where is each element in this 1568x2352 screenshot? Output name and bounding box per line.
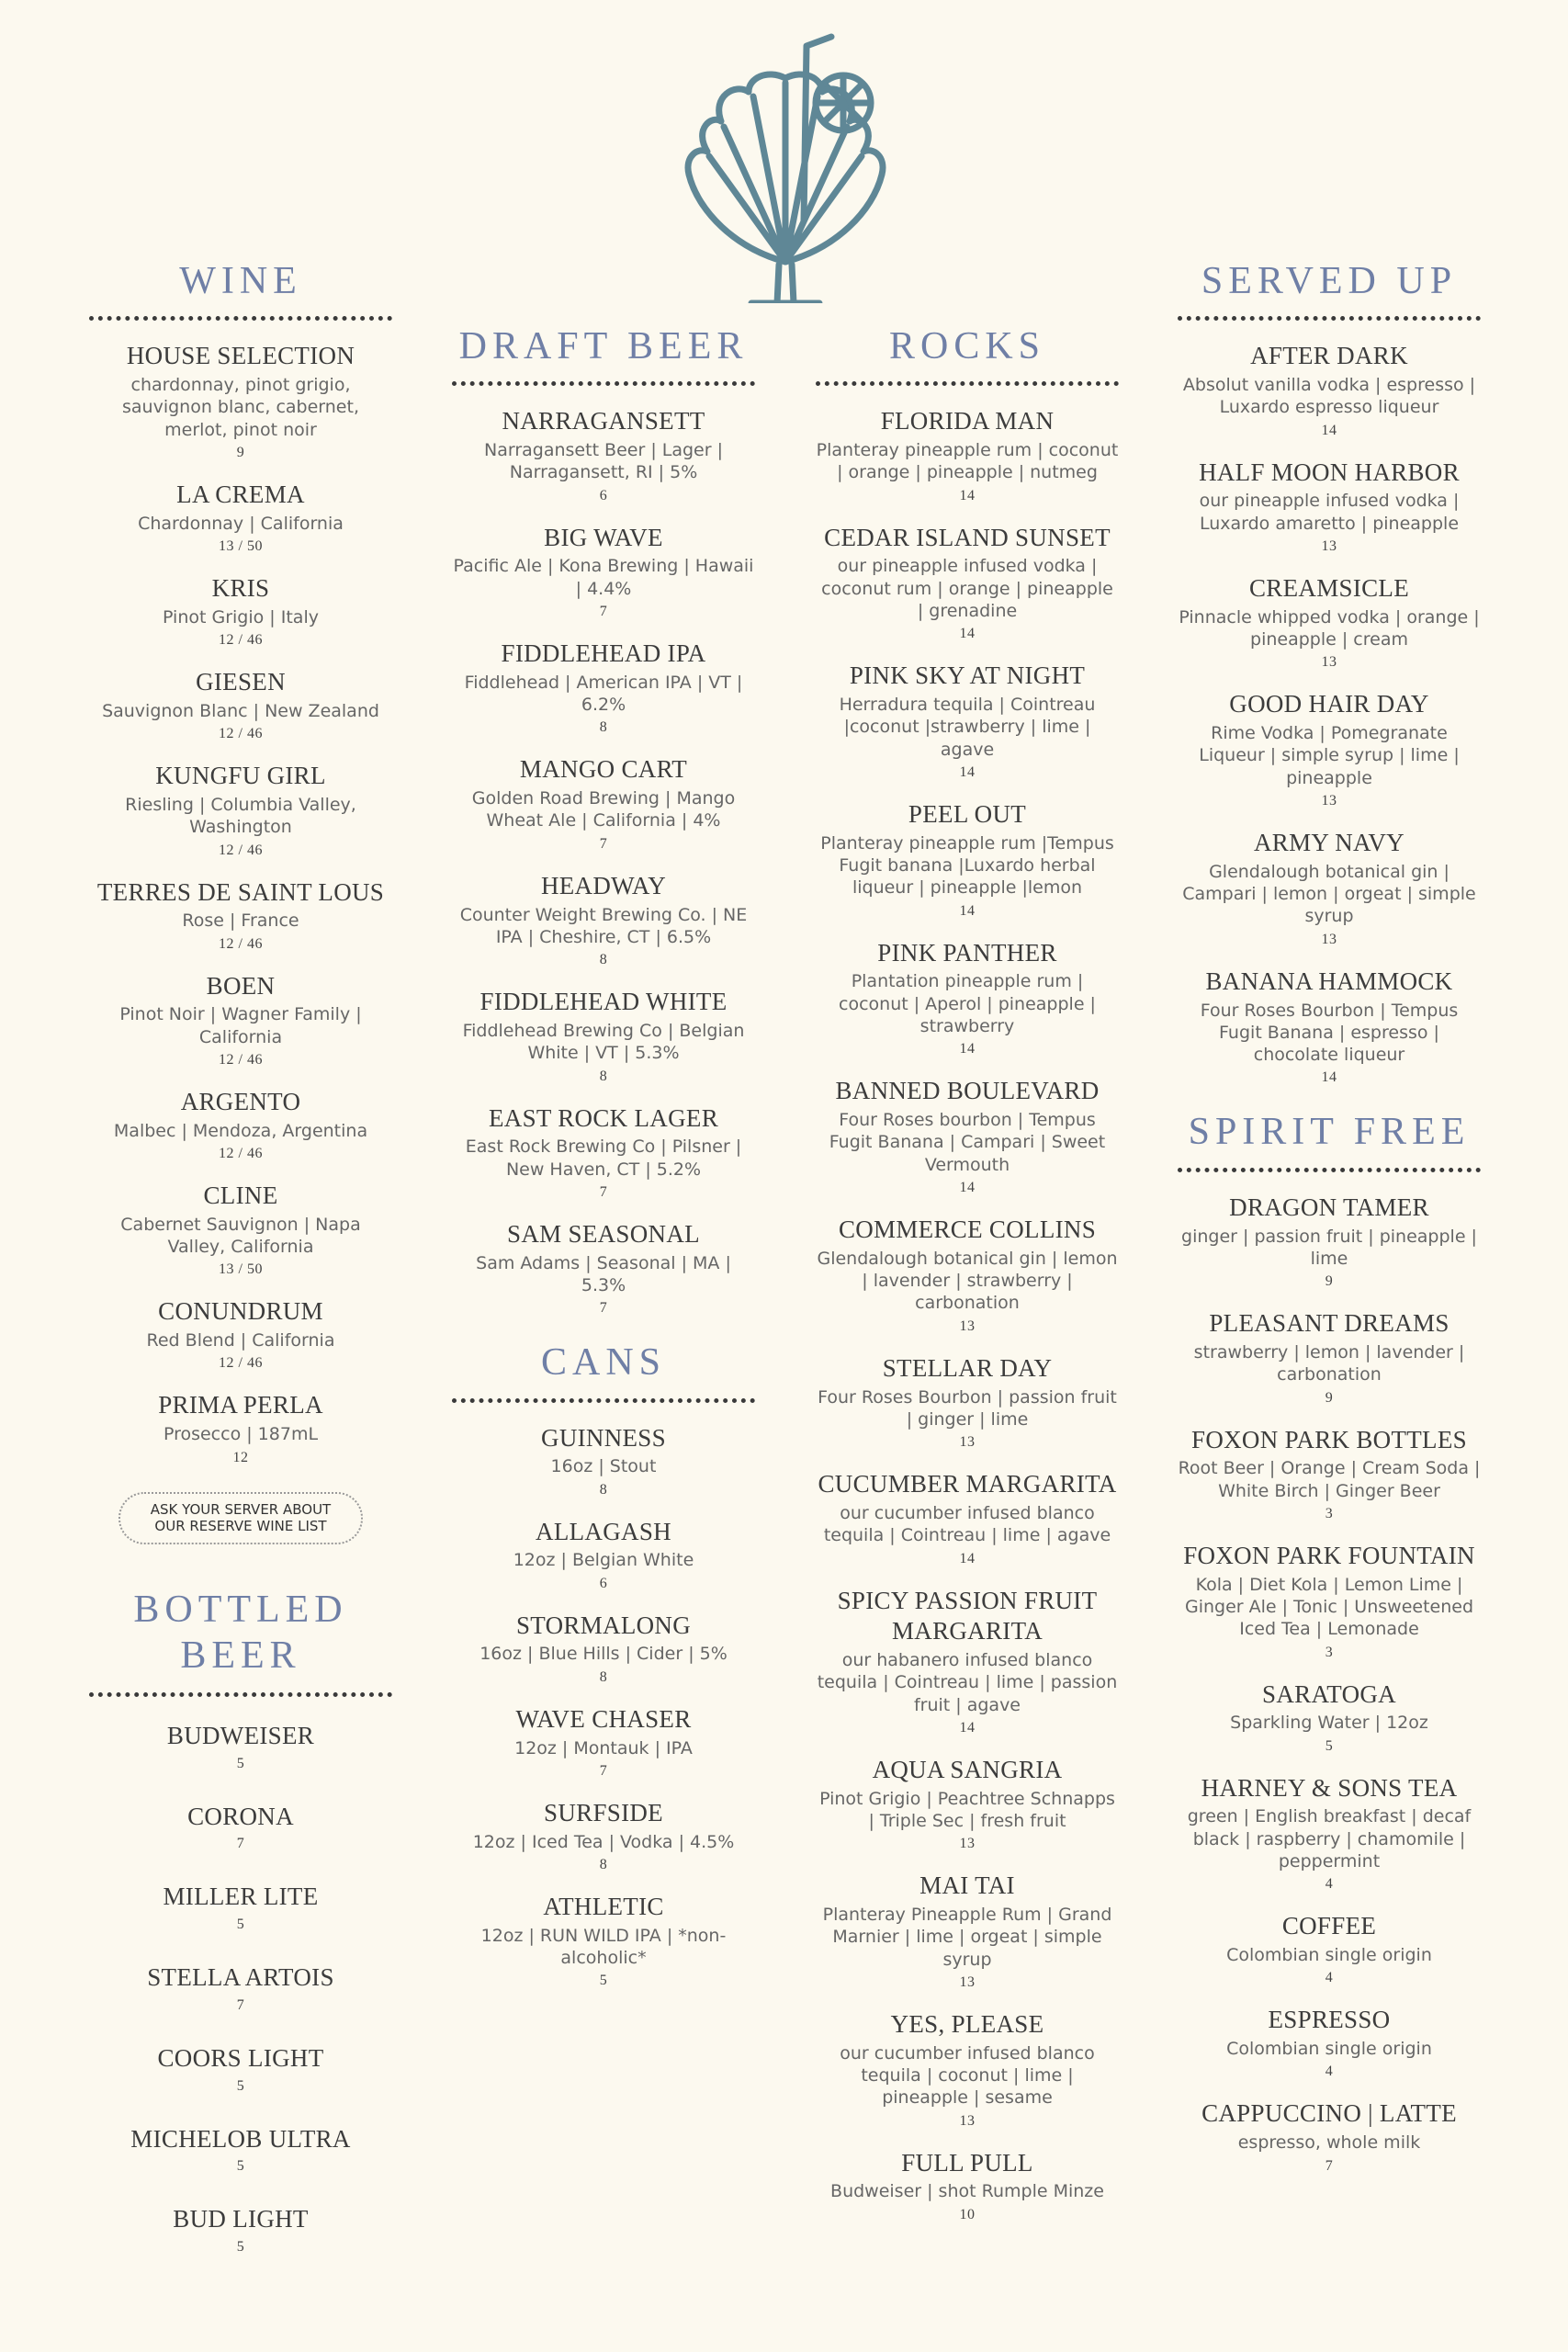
item-price: 12 / 46 [219, 1355, 263, 1372]
item-description: Four Roses bourbon | Tempus Fugit Banana | Campari | Sweet Vermouth [829, 1110, 1106, 1175]
item-description: Colombian single origin [1226, 2039, 1432, 2060]
item-description: Glendalough botanical gin | lemon | lavender | strawberry | carbonation [817, 1248, 1118, 1314]
item-price: 13 [1321, 654, 1337, 671]
item-name: TERRES DE SAINT LOUS [96, 877, 385, 906]
item-price: 6 [599, 487, 608, 503]
item-description: chardonnay, pinot grigio, sauvignon blanc, cabernet, merlot, pinot noir [121, 375, 359, 440]
item-price: 12 / 46 [219, 842, 263, 858]
item-name: CLINE [203, 1182, 278, 1210]
menu-item [1178, 1425, 1481, 1522]
item-price: 8 [599, 1668, 608, 1685]
item-name: AQUA SANGRIA [872, 1755, 1063, 1783]
item-description: Fiddlehead | American IPA | VT | 6.2% [464, 672, 743, 716]
menu-item [1178, 1911, 1481, 1986]
item-name: PINK SKY AT NIGHT [849, 662, 1086, 690]
item-name: SAM SEASONAL [507, 1219, 700, 1248]
menu-item [816, 1215, 1119, 1335]
wine-list [89, 321, 392, 1465]
served-up-section [1178, 259, 1481, 1086]
item-price: 14 [1321, 1069, 1337, 1086]
item-description: Chardonnay | California [138, 513, 344, 534]
item-description: Budweiser | shot Rumple Minze [830, 2181, 1104, 2202]
item-price: 9 [1325, 1273, 1334, 1290]
served-up-list [1178, 321, 1481, 1086]
item-description: Colombian single origin [1226, 1945, 1432, 1966]
menu-item [89, 1296, 392, 1372]
item-description: Planteray Pineapple Rum | Grand Marnier | lime | orgeat | simple syrup [822, 1905, 1112, 1970]
item-name: STELLAR DAY [882, 1353, 1053, 1382]
item-price: 9 [236, 444, 245, 460]
item-name: WAVE CHASER [515, 1704, 692, 1733]
item-description: Malbec | Mendoza, Argentina [113, 1120, 368, 1141]
item-price: 9 [1325, 1389, 1334, 1406]
item-name: AFTER DARK [1250, 342, 1408, 370]
item-description: Riesling | Columbia Valley, Washington [125, 794, 356, 838]
menu-item [816, 523, 1119, 643]
item-name: CONUNDRUM [158, 1297, 323, 1326]
menu-item [89, 761, 392, 858]
item-name: NARRAGANSETT [502, 407, 705, 435]
menu-item [89, 1882, 392, 1933]
menu-item [452, 871, 755, 968]
menu-item [1178, 2098, 1481, 2174]
item-name: FIDDLEHEAD WHITE [479, 988, 728, 1016]
item-price: 7 [599, 1300, 608, 1317]
item-description: our cucumber infused blanco tequila | Cointreau | lime | agave [823, 1502, 1111, 1546]
item-name: FULL PULL [901, 2148, 1033, 2177]
item-price: 13 [1321, 931, 1337, 947]
item-price: 14 [959, 1550, 976, 1566]
cans-section [452, 1340, 755, 1989]
item-name: DRAGON TAMER [1229, 1193, 1429, 1221]
item-description: 12oz | RUN WILD IPA | *non-alcoholic* [480, 1925, 727, 1968]
menu-item [816, 661, 1119, 781]
menu-item [1178, 458, 1481, 555]
menu-item [89, 1181, 392, 1278]
item-price: 6 [599, 1575, 608, 1591]
item-name: CREAMSICLE [1248, 574, 1410, 603]
item-price: 13 [959, 1434, 976, 1451]
menu-item [452, 1892, 755, 1989]
column-served-up [1178, 259, 1481, 2199]
item-name: CUCUMBER MARGARITA [818, 1470, 1117, 1498]
menu-item [1178, 2005, 1481, 2080]
menu-item [1178, 341, 1481, 438]
menu-item [89, 2124, 392, 2176]
column-beer [452, 324, 755, 2013]
item-price: 7 [236, 1836, 245, 1852]
item-name: MILLER LITE [163, 1883, 319, 1911]
item-price: 13 [959, 1317, 976, 1334]
menu-item [452, 523, 755, 620]
item-price: 3 [1325, 1644, 1334, 1660]
menu-item [89, 667, 392, 742]
item-description: our cucumber infused blanco tequila | coconut | lime | pineapple | sesame [840, 2042, 1095, 2109]
item-name: GIESEN [196, 668, 286, 696]
item-name: SURFSIDE [544, 1798, 663, 1826]
menu-item [89, 1390, 392, 1465]
item-description: 12oz | Belgian White [513, 1550, 694, 1571]
item-price: 5 [1325, 1737, 1334, 1754]
item-name: MICHELOB ULTRA [130, 2124, 351, 2153]
item-description: Golden Road Brewing | Mango Wheat Ale | California | 4% [471, 788, 736, 831]
item-name: GUINNESS [541, 1423, 666, 1452]
menu-item [816, 2009, 1119, 2130]
item-description: ginger | passion fruit | pineapple | lime [1181, 1226, 1477, 1269]
item-name: PLEASANT DREAMS [1209, 1309, 1450, 1338]
item-price: 14 [959, 1041, 976, 1057]
item-name: YES, PLEASE [890, 2010, 1044, 2039]
menu-item [816, 1353, 1119, 1451]
item-name: MAI TAI [919, 1871, 1015, 1900]
item-description: Pinnacle whipped vodka | orange | pineapple | cream [1179, 606, 1480, 650]
item-price: 13 [959, 1974, 976, 1991]
spirit-free-section [1178, 1110, 1481, 2174]
item-price: 14 [959, 487, 976, 503]
menu-item [89, 2043, 392, 2095]
menu-item [1178, 1773, 1481, 1894]
item-name: STORMALONG [515, 1611, 692, 1639]
item-price: 12 / 46 [219, 1051, 263, 1068]
item-description: our pineapple infused vodka | Luxardo amaretto | pineapple [1199, 491, 1460, 534]
item-description: Planteray pineapple rum | coconut | orange | pineapple | nutmeg [816, 440, 1119, 483]
item-price: 12 / 46 [219, 1146, 263, 1162]
rocks-list [816, 386, 1119, 2223]
rocks-section [816, 324, 1119, 2223]
item-description: Sam Adams | Seasonal | MA | 5.3% [476, 1252, 731, 1295]
item-name: KUNGFU GIRL [155, 762, 326, 790]
menu-item [89, 2204, 392, 2256]
item-name: ESPRESSO [1268, 2006, 1391, 2034]
item-price: 5 [236, 1755, 245, 1771]
menu-item [1178, 828, 1481, 948]
menu-item [89, 1087, 392, 1162]
item-price: 14 [959, 902, 976, 919]
menu-item [452, 406, 755, 503]
item-price: 12 / 46 [219, 935, 263, 952]
item-description: Herradura tequila | Cointreau |coconut |strawberry | lime | agave [839, 695, 1096, 760]
item-price: 4 [1325, 1970, 1334, 1986]
item-name: CORONA [187, 1802, 294, 1830]
menu-item [89, 1962, 392, 2014]
item-name: PRIMA PERLA [158, 1391, 323, 1419]
menu-item [816, 1469, 1119, 1566]
item-price: 5 [236, 2239, 245, 2256]
item-description: 16oz | Blue Hills | Cider | 5% [479, 1644, 728, 1665]
item-description: Fiddlehead Brewing Co | Belgian White | VT | 5.3% [462, 1020, 745, 1064]
menu-item [452, 1103, 755, 1201]
draft-beer-list [452, 386, 755, 1317]
menu-item [816, 406, 1119, 503]
draft-beer-heading: DRAFT BEER [452, 324, 755, 386]
item-price: 7 [599, 1762, 608, 1779]
menu-item [1178, 967, 1481, 1087]
menu-item [1178, 1193, 1481, 1290]
item-name: FOXON PARK BOTTLES [1191, 1425, 1467, 1453]
item-description: Four Roses Bourbon | Tempus Fugit Banana | espresso | chocolate liqueur [1200, 1000, 1459, 1066]
item-price: 8 [599, 719, 608, 736]
item-description: Rose | France [182, 910, 299, 932]
item-name: PEEL OUT [908, 800, 1027, 829]
menu-item [89, 1802, 392, 1853]
item-description: Kola | Diet Kola | Lemon Lime | Ginger Ale | Tonic | Unsweetened Iced Tea | Lemonade [1184, 1574, 1474, 1640]
item-price: 13 / 50 [219, 1261, 263, 1278]
menu-item [1178, 689, 1481, 809]
item-name: ATHLETIC [543, 1892, 664, 1920]
menu-item [89, 480, 392, 555]
cans-heading: CANS [452, 1340, 755, 1402]
item-description: Prosecco | 187mL [163, 1424, 319, 1445]
wine-section [89, 259, 392, 1563]
item-price: 7 [599, 1183, 608, 1200]
item-description: Sparkling Water | 12oz [1230, 1713, 1428, 1734]
bottled-beer-section [89, 1587, 392, 2256]
item-price: 7 [599, 835, 608, 852]
item-price: 13 [959, 2112, 976, 2129]
item-price: 12 [232, 1449, 249, 1465]
menu-item [816, 938, 1119, 1058]
item-name: FOXON PARK FOUNTAIN [1183, 1541, 1475, 1569]
menu-item [89, 1721, 392, 1772]
reserve-wine-note: ASK YOUR SERVER ABOUT OUR RESERVE WINE LIST [118, 1492, 363, 1545]
item-description: Cabernet Sauvignon | Napa Valley, California [120, 1214, 361, 1258]
item-description: 16oz | Stout [550, 1456, 657, 1477]
item-description: Absolut vanilla vodka | espresso | Luxardo espresso liqueur [1182, 375, 1476, 418]
item-name: CEDAR ISLAND SUNSET [824, 523, 1111, 551]
menu-item [452, 1423, 755, 1498]
item-name: HOUSE SELECTION [126, 342, 355, 370]
menu-item [452, 1798, 755, 1873]
menu-item [452, 1611, 755, 1686]
item-price: 8 [599, 1481, 608, 1498]
item-description: our habanero infused blanco tequila | Cointreau | lime | passion fruit | agave [817, 1650, 1118, 1715]
bottled-beer-list [89, 1697, 392, 2256]
item-price: 4 [1325, 1876, 1334, 1893]
item-price: 14 [959, 1719, 976, 1736]
item-description: East Rock Brewing Co | Pilsner | New Haven, CT | 5.2% [465, 1136, 742, 1180]
item-description: Pinot Grigio | Italy [163, 606, 319, 628]
item-description: Plantation pineapple rum | coconut | Aperol | pineapple | strawberry [839, 971, 1096, 1037]
column-wine [89, 259, 392, 2285]
menu-item [816, 2148, 1119, 2223]
item-description: espresso, whole milk [1237, 2132, 1421, 2154]
item-name: FLORIDA MAN [880, 407, 1055, 435]
item-price: 10 [959, 2206, 976, 2222]
seashell-cocktail-icon [661, 28, 909, 303]
item-description: strawberry | lemon | lavender | carbonation [1193, 1341, 1465, 1385]
menu-item [89, 341, 392, 461]
item-description: Pinot Noir | Wagner Family | California [119, 1004, 362, 1047]
item-name: ARGENTO [180, 1087, 301, 1115]
item-name: BUD LIGHT [173, 2205, 309, 2233]
item-name: HALF MOON HARBOR [1199, 458, 1460, 486]
item-name: ALLAGASH [536, 1517, 671, 1545]
item-description: green | English breakfast | decaf black | raspberry | chamomile | peppermint [1187, 1806, 1472, 1872]
item-price: 8 [599, 952, 608, 968]
item-price: 3 [1325, 1505, 1334, 1521]
menu-item [452, 639, 755, 736]
item-name: BOEN [206, 971, 276, 1000]
item-price: 13 [1321, 538, 1337, 555]
item-price: 7 [236, 1996, 245, 2013]
item-price: 12 / 46 [219, 726, 263, 742]
item-name: BANANA HAMMOCK [1205, 967, 1453, 995]
item-price: 14 [959, 1180, 976, 1196]
menu-item [452, 754, 755, 852]
menu-item [816, 1871, 1119, 1991]
item-price: 8 [599, 1856, 608, 1872]
item-name: EAST ROCK LAGER [488, 1103, 719, 1132]
cans-list [452, 1403, 755, 1990]
menu-item [452, 987, 755, 1084]
menu-item [89, 971, 392, 1069]
item-name: ARMY NAVY [1254, 829, 1404, 857]
menu-item [1178, 1308, 1481, 1406]
item-description: Four Roses Bourbon | passion fruit | ginger | lime [818, 1386, 1117, 1430]
bottled-beer-heading: BOTTLED BEER [89, 1587, 392, 1697]
item-price: 14 [959, 626, 976, 642]
item-price: 12 / 46 [219, 632, 263, 649]
item-description: Planteray pineapple rum |Tempus Fugit banana |Luxardo herbal liqueur | pineapple |lemon [820, 832, 1114, 899]
item-description: Sauvignon Blanc | New Zealand [102, 700, 379, 721]
menu-item [1178, 573, 1481, 671]
item-name: STELLA ARTOIS [147, 1963, 334, 1992]
item-price: 7 [1325, 2157, 1334, 2174]
item-name: BIG WAVE [544, 523, 663, 551]
wine-heading: WINE [89, 259, 392, 321]
item-name: COMMERCE COLLINS [838, 1216, 1097, 1244]
menu-item [452, 1704, 755, 1780]
item-description: Pinot Grigio | Peachtree Schnapps | Triple Sec | fresh fruit [819, 1788, 1115, 1832]
menu-item [1178, 1679, 1481, 1755]
item-description: Glendalough botanical gin | Campari | lemon | orgeat | simple syrup [1182, 861, 1476, 927]
item-name: BUDWEISER [166, 1721, 315, 1749]
spirit-free-list [1178, 1172, 1481, 2175]
menu-item [452, 1219, 755, 1317]
item-description: 12oz | Iced Tea | Vodka | 4.5% [472, 1831, 735, 1852]
item-price: 13 [1321, 793, 1337, 809]
item-name: CAPPUCCINO | LATTE [1201, 2099, 1457, 2128]
item-price: 13 / 50 [219, 538, 263, 555]
item-price: 14 [959, 764, 976, 781]
item-description: Rime Vodka | Pomegranate Liqueur | simple syrup | lime | pineapple [1199, 723, 1460, 788]
item-name: MANGO CART [519, 755, 688, 784]
menu-item [452, 1517, 755, 1592]
item-description: Narragansett Beer | Lager | Narragansett, RI | 5% [484, 440, 723, 483]
item-description: 12oz | Montauk | IPA [514, 1737, 693, 1758]
item-description: Counter Weight Brewing Co. | NE IPA | Cheshire, CT | 6.5% [459, 904, 748, 947]
item-price: 5 [236, 2077, 245, 2094]
item-price: 5 [599, 1973, 608, 1989]
item-name: COORS LIGHT [157, 2043, 324, 2072]
column-rocks [816, 324, 1119, 2247]
draft-beer-section [452, 324, 755, 1317]
item-name: LA CREMA [176, 480, 305, 508]
item-price: 7 [599, 604, 608, 620]
menu-item [816, 1076, 1119, 1196]
item-name: BANNED BOULEVARD [835, 1077, 1100, 1105]
item-price: 5 [236, 1917, 245, 1933]
spirit-free-heading: SPIRIT FREE [1178, 1110, 1481, 1171]
rocks-heading: ROCKS [816, 324, 1119, 386]
item-price: 8 [599, 1068, 608, 1084]
menu-item [1178, 1541, 1481, 1661]
item-description: Pacific Ale | Kona Brewing | Hawaii | 4.4% [453, 556, 754, 599]
item-price: 4 [1325, 2064, 1334, 2080]
item-name: COFFEE [1281, 1912, 1377, 1940]
menu-item [816, 799, 1119, 920]
item-name: SARATOGA [1262, 1679, 1396, 1708]
item-price: 5 [236, 2158, 245, 2175]
menu-item [89, 573, 392, 649]
item-name: SPICY PASSION FRUIT MARGARITA [837, 1586, 1098, 1645]
item-name: FIDDLEHEAD IPA [501, 639, 706, 668]
item-name: KRIS [211, 574, 270, 603]
item-price: 14 [1321, 422, 1337, 438]
item-price: 13 [959, 1836, 976, 1852]
menu-item [816, 1755, 1119, 1852]
item-name: HEADWAY [540, 871, 667, 899]
menu-item [89, 877, 392, 953]
item-name: HARNEY & SONS TEA [1201, 1773, 1458, 1802]
served-up-heading: SERVED UP [1178, 259, 1481, 321]
item-name: GOOD HAIR DAY [1229, 690, 1429, 718]
item-description: Root Beer | Orange | Cream Soda | White Birch | Ginger Beer [1178, 1458, 1481, 1501]
item-name: PINK PANTHER [877, 938, 1057, 967]
menu-item [816, 1586, 1119, 1736]
item-description: our pineapple infused vodka | coconut rum | orange | pineapple | grenadine [821, 556, 1113, 622]
item-description: Red Blend | California [146, 1330, 335, 1351]
